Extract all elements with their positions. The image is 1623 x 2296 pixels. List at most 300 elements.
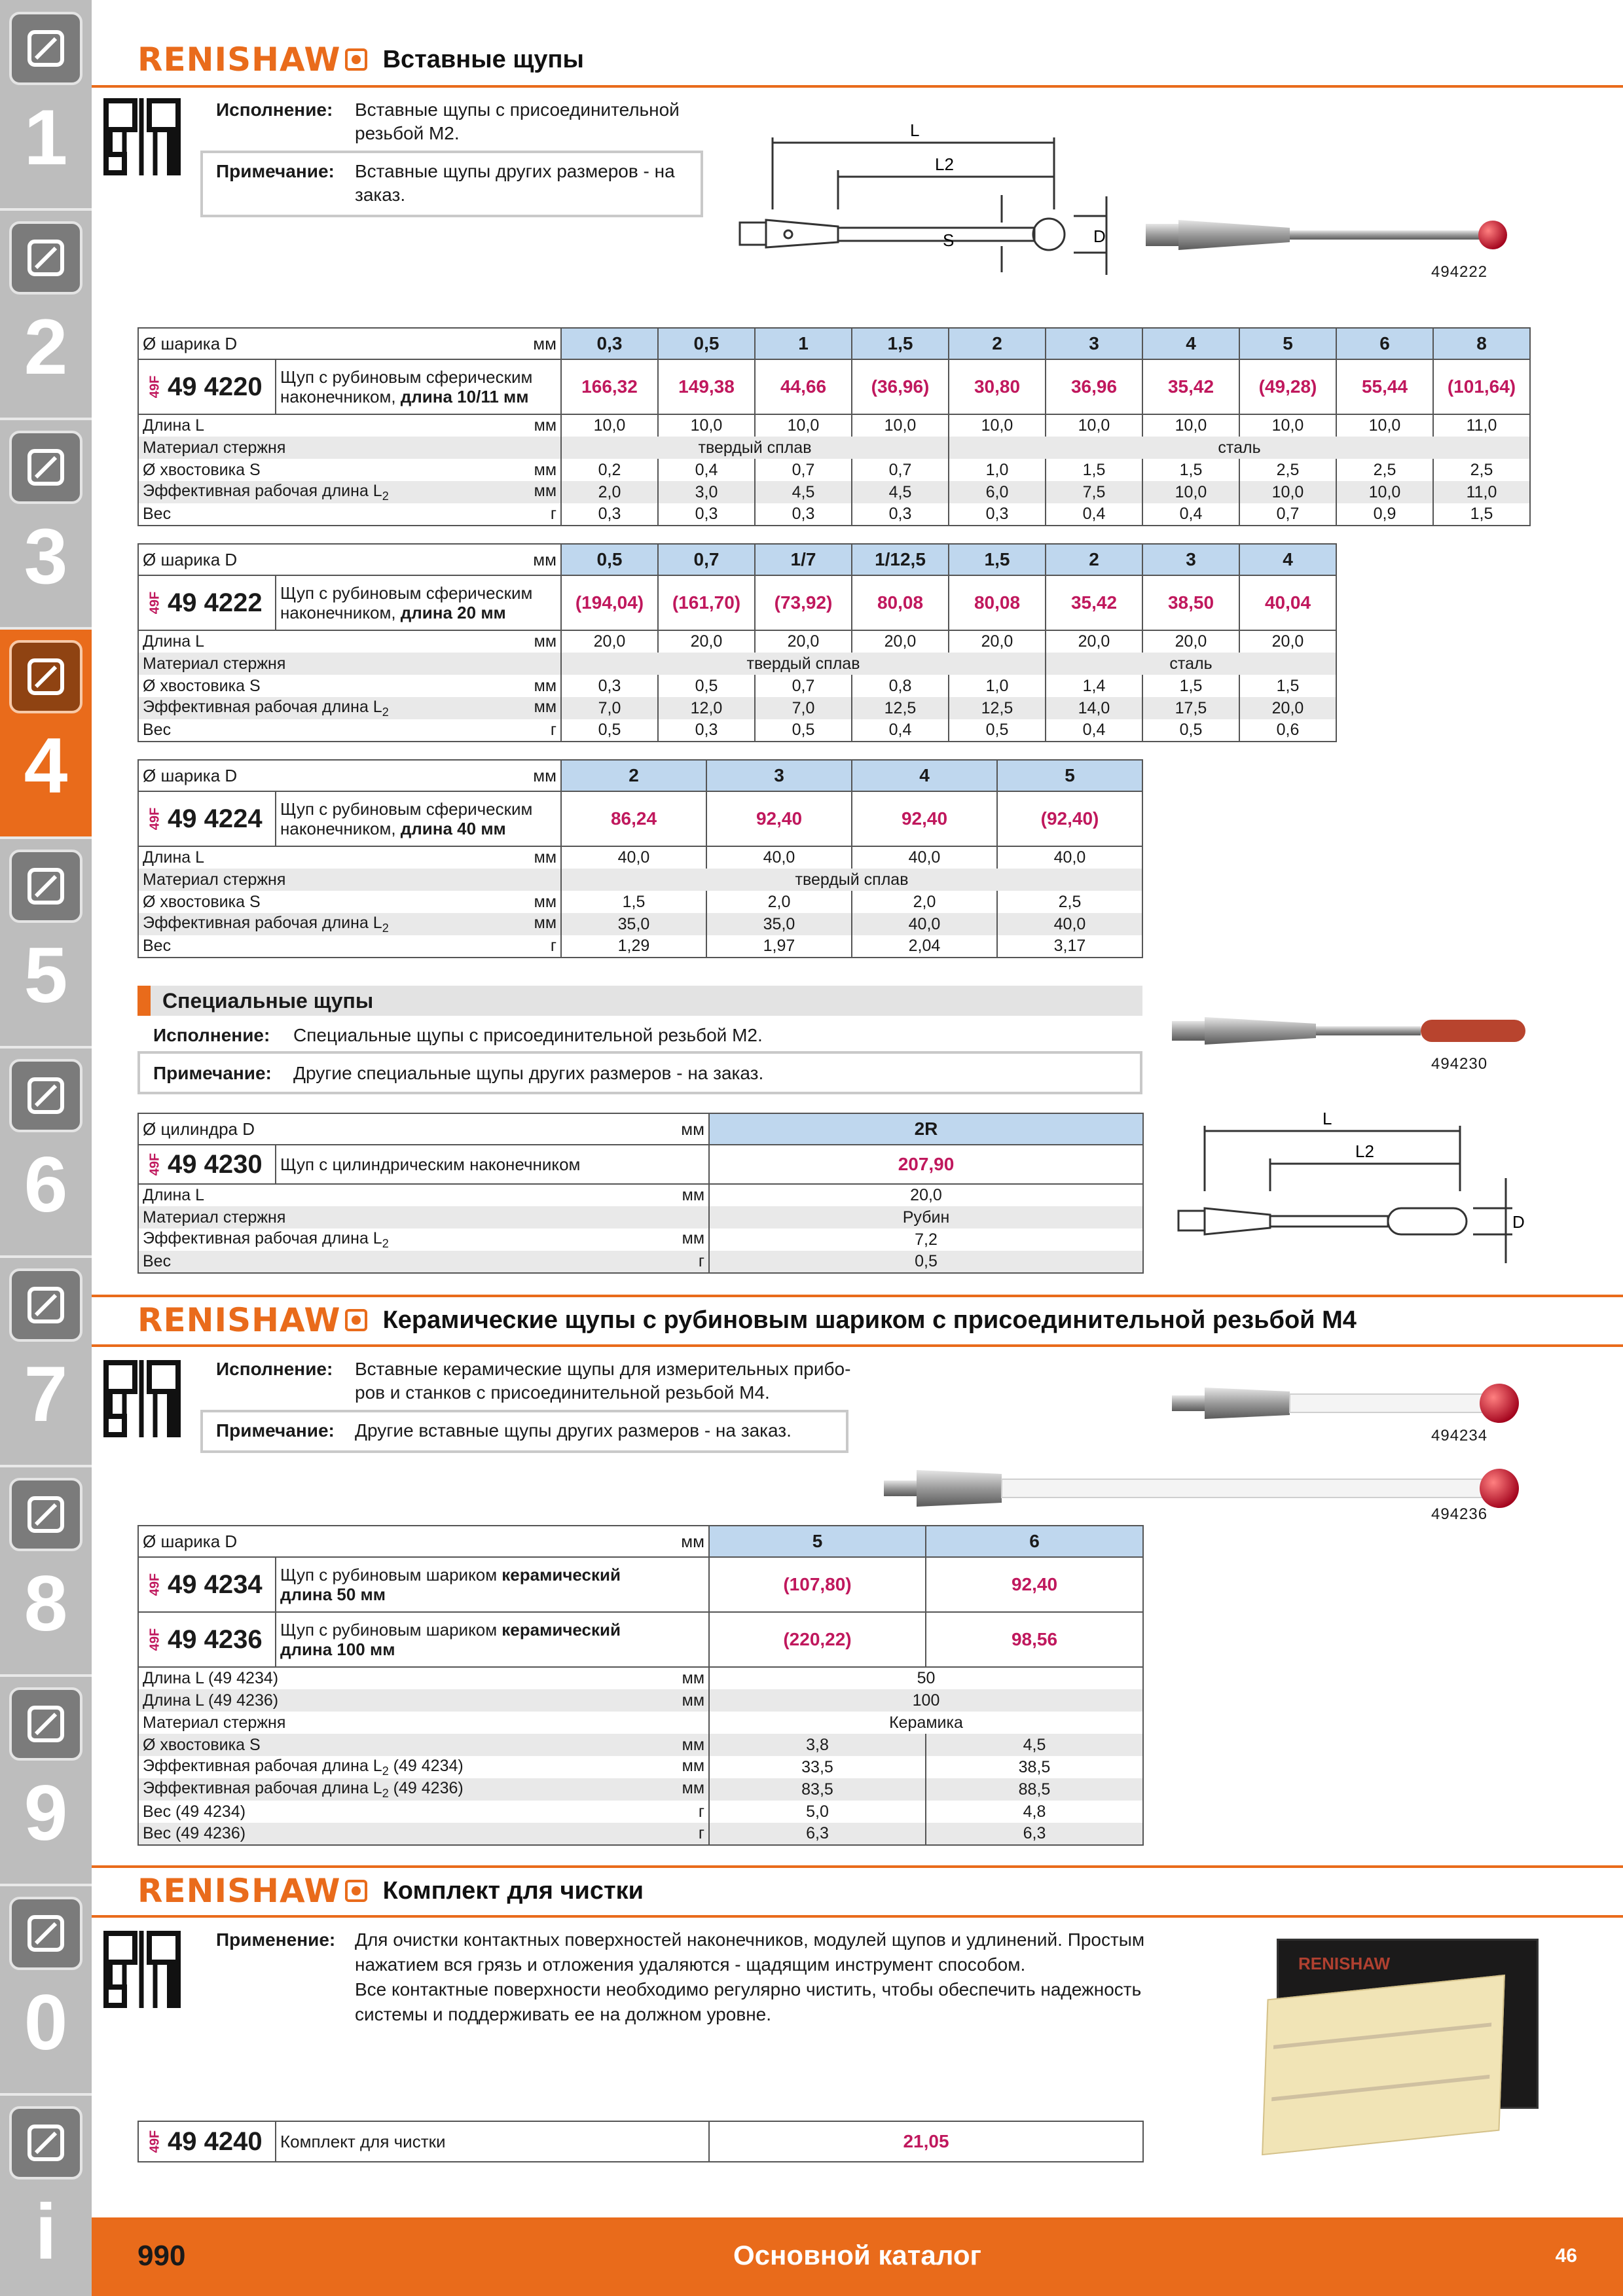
spec-row bbox=[138, 935, 1142, 958]
note-box bbox=[137, 1051, 1142, 1094]
chapter-tab-4[interactable] bbox=[0, 628, 92, 838]
chapter-number: 6 bbox=[24, 1141, 68, 1229]
qr-code-icon[interactable] bbox=[103, 98, 181, 175]
unit-label: мм bbox=[682, 1756, 704, 1775]
row-label-text: Ø хвостовика S bbox=[143, 460, 261, 479]
row-label-text: Ø шарика D bbox=[143, 765, 238, 785]
row-label-text: Вес bbox=[143, 721, 172, 739]
unit-label: мм bbox=[533, 549, 556, 569]
spec-value: 0,3 bbox=[658, 719, 755, 742]
spec-value: 1,5 bbox=[1046, 459, 1142, 481]
unit-label: мм bbox=[534, 848, 556, 867]
note-text: Другие специальные щупы других размеров - на заказ. bbox=[293, 1063, 764, 1083]
tool-holder-icon bbox=[9, 431, 82, 504]
price-cell: (220,22) bbox=[709, 1612, 926, 1667]
unit-label: мм bbox=[682, 1669, 704, 1687]
spec-row bbox=[138, 846, 1142, 869]
price-cell: 92,40 bbox=[706, 791, 852, 846]
order-prefix: 49F bbox=[147, 591, 162, 615]
unit-label: мм bbox=[534, 632, 556, 651]
spec-value: 4,5 bbox=[755, 481, 852, 503]
row-label bbox=[138, 1778, 709, 1801]
renishaw-logo-mark-icon bbox=[345, 48, 367, 71]
unit-label: мм bbox=[534, 481, 556, 500]
spec-value: 3,17 bbox=[997, 935, 1142, 958]
image-code: 494234 bbox=[1431, 1427, 1488, 1444]
row-label-text: Ø хвостовика S bbox=[143, 676, 261, 695]
price-cell: (101,64) bbox=[1433, 359, 1530, 414]
exec-text: Вставные керамические щупы для измерительных прибо- bbox=[355, 1359, 851, 1379]
spec-value: 83,5 bbox=[709, 1778, 926, 1801]
rail-separator bbox=[0, 836, 92, 839]
spec-row bbox=[138, 913, 1142, 935]
spec-value: 10,0 bbox=[1142, 414, 1239, 437]
chapter-number: 2 bbox=[24, 303, 68, 391]
product-description: Щуп с рубиновым сферическим наконечником, длина 40 мм bbox=[276, 791, 561, 846]
spec-row bbox=[138, 1734, 1143, 1756]
chapter-tab-9[interactable] bbox=[0, 1676, 92, 1885]
chapter-tab-2[interactable] bbox=[0, 209, 92, 419]
spec-value: 0,5 bbox=[1142, 719, 1239, 742]
row-label bbox=[138, 544, 561, 575]
spec-row bbox=[138, 891, 1142, 913]
row-label-text: Материал стержня bbox=[143, 1208, 286, 1227]
exec-label: Исполнение: bbox=[153, 1025, 270, 1045]
column-header: 4 bbox=[852, 760, 997, 791]
spec-value: твердый сплав bbox=[561, 437, 949, 459]
use-text: Для очистки контактных поверхностей наконечников, модулей щупов и удлинений. Простым bbox=[355, 1929, 1145, 1950]
unit-label: мм bbox=[682, 1735, 704, 1754]
column-header: 4 bbox=[1142, 328, 1239, 359]
spec-value: 0,7 bbox=[1239, 503, 1336, 526]
section-divider bbox=[92, 85, 1623, 88]
row-label-text: Длина L bbox=[143, 416, 205, 435]
spec-value: 7,0 bbox=[561, 697, 658, 719]
section-title: Комплект для чистки bbox=[382, 1876, 644, 1905]
order-code: 49 4234 bbox=[168, 1570, 263, 1599]
qr-code-icon[interactable] bbox=[103, 1360, 181, 1437]
spec-value: 0,7 bbox=[755, 459, 852, 481]
column-header: 4 bbox=[1239, 544, 1336, 575]
price-cell: 35,42 bbox=[1142, 359, 1239, 414]
price-row bbox=[138, 359, 1530, 414]
row-label bbox=[138, 1667, 709, 1689]
spec-value: 0,8 bbox=[852, 675, 949, 697]
spec-value: 20,0 bbox=[658, 630, 755, 653]
spec-value: 0,5 bbox=[561, 719, 658, 742]
spec-value: 40,0 bbox=[997, 913, 1142, 935]
rail-separator bbox=[0, 1465, 92, 1467]
spec-value: 40,0 bbox=[852, 846, 997, 869]
spec-value: 20,0 bbox=[1239, 630, 1336, 653]
row-label-text: Эффективная рабочая длина $L_2$ bbox=[143, 697, 389, 719]
spec-value: 40,0 bbox=[561, 846, 706, 869]
chapter-tab-1[interactable] bbox=[0, 0, 92, 209]
price-cell: 44,66 bbox=[755, 359, 852, 414]
spec-value: 35,0 bbox=[561, 913, 706, 935]
spec-value: 12,5 bbox=[852, 697, 949, 719]
spec-row bbox=[138, 653, 1336, 675]
spec-value: 50 bbox=[709, 1667, 1143, 1689]
chapter-tab-7[interactable] bbox=[0, 1257, 92, 1466]
order-code: 49 4230 bbox=[168, 1149, 263, 1179]
info-icon bbox=[9, 2106, 82, 2179]
row-label bbox=[138, 459, 561, 481]
chapter-rail bbox=[0, 0, 92, 2296]
note-text: Другие вставные щупы других размеров - на заказ. bbox=[355, 1420, 792, 1441]
stylus-photo-494222 bbox=[1146, 209, 1552, 281]
row-label bbox=[138, 719, 561, 742]
column-header: 5 bbox=[1239, 328, 1336, 359]
column-header: 1 bbox=[755, 328, 852, 359]
spec-value: сталь bbox=[949, 437, 1530, 459]
spec-value: 20,0 bbox=[852, 630, 949, 653]
spec-row bbox=[138, 1756, 1143, 1778]
stylus-dimension-drawing bbox=[727, 118, 1133, 281]
use-label: Применение: bbox=[216, 1929, 336, 1950]
use-text: системы и поддерживать ее на должном уровне. bbox=[355, 2004, 772, 2024]
image-code: 494236 bbox=[1431, 1505, 1488, 1523]
price-cell: 35,42 bbox=[1046, 575, 1142, 630]
column-header: 8 bbox=[1433, 328, 1530, 359]
renishaw-logo: RENISHAW bbox=[137, 1872, 367, 1910]
price-row bbox=[138, 2121, 1143, 2162]
chapter-tab-5[interactable] bbox=[0, 838, 92, 1047]
spec-value: 10,0 bbox=[755, 414, 852, 437]
row-label bbox=[138, 1689, 709, 1712]
spec-value: 0,3 bbox=[561, 503, 658, 526]
section-divider bbox=[92, 1344, 1623, 1347]
dim-label-d: D bbox=[1093, 226, 1106, 246]
column-header: 2 bbox=[1046, 544, 1142, 575]
row-label-text: Вес bbox=[143, 1252, 172, 1270]
page-footer bbox=[92, 2217, 1623, 2296]
row-label bbox=[138, 437, 561, 459]
unit-label: мм bbox=[534, 460, 556, 479]
unit-label: мм bbox=[682, 1691, 704, 1710]
unit-label: мм bbox=[681, 1531, 704, 1551]
table-header-row bbox=[138, 760, 1142, 791]
order-number bbox=[138, 1145, 276, 1184]
price-cell: (194,04) bbox=[561, 575, 658, 630]
spec-value: 4,5 bbox=[852, 481, 949, 503]
spec-row bbox=[138, 459, 1530, 481]
row-label-text: Вес bbox=[143, 505, 172, 523]
cylinder-stylus-drawing bbox=[1172, 1106, 1539, 1276]
spec-value: 1,4 bbox=[1046, 675, 1142, 697]
row-label-text: Материал стержня bbox=[143, 438, 286, 457]
price-row bbox=[138, 1612, 1143, 1667]
chapter-number: 4 bbox=[24, 722, 68, 810]
qr-code-icon[interactable] bbox=[103, 1931, 181, 2008]
kit-brand-label: RENISHAW bbox=[1298, 1954, 1391, 1973]
spec-value: 38,5 bbox=[926, 1756, 1143, 1778]
row-label-text: Материал стержня bbox=[143, 1713, 286, 1732]
spec-value: 0,7 bbox=[755, 675, 852, 697]
spec-value: 11,0 bbox=[1433, 481, 1530, 503]
section-header-ceramic bbox=[137, 1297, 1357, 1343]
exec-label: Исполнение: bbox=[216, 1359, 333, 1379]
rail-separator bbox=[0, 1674, 92, 1677]
spec-row bbox=[138, 1184, 1143, 1206]
spec-value: 0,4 bbox=[1142, 503, 1239, 526]
column-header: 2 bbox=[949, 328, 1046, 359]
chapter-tab-i[interactable] bbox=[0, 2094, 92, 2296]
price-cell: 149,38 bbox=[658, 359, 755, 414]
spec-value: 40,0 bbox=[852, 913, 997, 935]
wrench-icon bbox=[9, 1059, 82, 1132]
exec-text: резьбой М2. bbox=[355, 123, 460, 143]
row-label-text: Материал стержня bbox=[143, 870, 286, 889]
note-text: заказ. bbox=[355, 185, 406, 205]
table-header-row bbox=[138, 1113, 1143, 1145]
chapter-tab-6[interactable] bbox=[0, 1047, 92, 1257]
spec-value: 10,0 bbox=[1336, 414, 1433, 437]
order-number bbox=[138, 2121, 276, 2162]
rail-separator bbox=[0, 1884, 92, 1886]
price-cell: 55,44 bbox=[1336, 359, 1433, 414]
spec-value: 2,0 bbox=[706, 891, 852, 913]
row-label-text: Ø шарика D bbox=[143, 1531, 238, 1551]
spec-value: 20,0 bbox=[949, 630, 1046, 653]
price-cell: (161,70) bbox=[658, 575, 755, 630]
spec-value: 11,0 bbox=[1433, 414, 1530, 437]
row-label-text: Ø хвостовика S bbox=[143, 1735, 261, 1754]
row-label-text: Длина L bbox=[143, 632, 205, 651]
order-prefix: 49F bbox=[147, 1153, 162, 1176]
chapter-tab-0[interactable] bbox=[0, 1885, 92, 2094]
spec-row bbox=[138, 1801, 1143, 1823]
spec-value: 0,4 bbox=[1046, 503, 1142, 526]
row-label-text: Ø шарика D bbox=[143, 333, 238, 353]
renishaw-logo-mark-icon bbox=[345, 1309, 367, 1331]
spec-value: 1,97 bbox=[706, 935, 852, 958]
spec-value: 10,0 bbox=[1239, 481, 1336, 503]
spec-value: 20,0 bbox=[1239, 697, 1336, 719]
spec-value: 17,5 bbox=[1142, 697, 1239, 719]
chapter-number: 5 bbox=[24, 931, 68, 1019]
sub-page-number: 46 bbox=[1555, 2245, 1577, 2267]
rail-separator bbox=[0, 208, 92, 211]
spec-value: 40,0 bbox=[706, 846, 852, 869]
section-header-inserts bbox=[137, 37, 584, 82]
spec-value: 0,5 bbox=[755, 719, 852, 742]
row-label bbox=[138, 503, 561, 526]
price-cell: 30,80 bbox=[949, 359, 1046, 414]
spec-row bbox=[138, 1251, 1143, 1273]
price-cell: 98,56 bbox=[926, 1612, 1143, 1667]
dim-label-s: S bbox=[943, 230, 955, 250]
spec-value: Керамика bbox=[709, 1712, 1143, 1734]
spec-value: 6,3 bbox=[709, 1823, 926, 1845]
order-number bbox=[138, 1557, 276, 1612]
order-prefix: 49F bbox=[147, 1573, 162, 1596]
spec-value: 10,0 bbox=[1239, 414, 1336, 437]
row-label bbox=[138, 675, 561, 697]
price-cell: (107,80) bbox=[709, 1557, 926, 1612]
dim-label-l2: L2 bbox=[1355, 1141, 1374, 1161]
spec-value: 10,0 bbox=[1336, 481, 1433, 503]
spec-value: 88,5 bbox=[926, 1778, 1143, 1801]
unit-label: мм bbox=[534, 913, 556, 932]
chapter-number: 8 bbox=[24, 1560, 68, 1647]
row-label-text: Эффективная рабочая длина $L_2$ bbox=[143, 1229, 389, 1250]
table-header-row bbox=[138, 544, 1336, 575]
row-label-text: Вес (49 4234) bbox=[143, 1802, 246, 1821]
spec-value: 35,0 bbox=[706, 913, 852, 935]
spec-value: 0,3 bbox=[658, 503, 755, 526]
image-code: 494222 bbox=[1431, 263, 1488, 281]
row-label bbox=[138, 1113, 709, 1145]
row-label-text: Длина L bbox=[143, 848, 205, 867]
column-header: 0,5 bbox=[561, 544, 658, 575]
section-header-cleaning bbox=[137, 1868, 644, 1914]
spec-row bbox=[138, 1823, 1143, 1845]
unit-label: мм bbox=[533, 765, 556, 785]
product-description: Щуп с рубиновым шариком керамический длина 100 мм bbox=[276, 1612, 709, 1667]
row-label bbox=[138, 913, 561, 935]
spec-value: 12,0 bbox=[658, 697, 755, 719]
price-cell: 92,40 bbox=[926, 1557, 1143, 1612]
row-label-text: Ø шарика D bbox=[143, 549, 238, 569]
spec-value: твердый сплав bbox=[561, 653, 1046, 675]
price-cell: 207,90 bbox=[709, 1145, 1143, 1184]
row-label-text: Ø цилиндра D bbox=[143, 1119, 255, 1139]
price-cell: 40,04 bbox=[1239, 575, 1336, 630]
unit-label: мм bbox=[682, 1229, 705, 1247]
order-code: 49 4222 bbox=[168, 588, 263, 617]
note-text: Вставные щупы других размеров - на bbox=[355, 161, 675, 181]
price-row bbox=[138, 1557, 1143, 1612]
row-label bbox=[138, 891, 561, 913]
order-code: 49 4240 bbox=[168, 2126, 263, 2156]
unit-label: мм bbox=[533, 333, 556, 353]
drill-icon bbox=[9, 12, 82, 85]
spec-value: 7,5 bbox=[1046, 481, 1142, 503]
column-header: 3 bbox=[1142, 544, 1239, 575]
price-cell: 80,08 bbox=[852, 575, 949, 630]
order-prefix: 49F bbox=[147, 807, 162, 831]
row-label bbox=[138, 1251, 709, 1273]
chapter-number: 1 bbox=[24, 94, 68, 181]
spec-value: 0,7 bbox=[852, 459, 949, 481]
toolbox-icon bbox=[9, 1478, 82, 1551]
exec-label: Исполнение: bbox=[216, 99, 333, 120]
product-description: Щуп с рубиновым шариком керамический длина 50 мм bbox=[276, 1557, 709, 1612]
spec-value: 100 bbox=[709, 1689, 1143, 1712]
product-description: Щуп с рубиновым сферическим наконечником, длина 20 мм bbox=[276, 575, 561, 630]
spec-value: 10,0 bbox=[1142, 481, 1239, 503]
spec-value: 1,5 bbox=[1433, 503, 1530, 526]
image-code: 494230 bbox=[1431, 1055, 1488, 1073]
column-header: 1/12,5 bbox=[852, 544, 949, 575]
spec-row bbox=[138, 630, 1336, 653]
column-header: 1/7 bbox=[755, 544, 852, 575]
spec-value: 7,0 bbox=[755, 697, 852, 719]
product-description: Щуп с рубиновым сферическим наконечником, длина 10/11 мм bbox=[276, 359, 561, 414]
use-text: нажатием вся грязь и отложения удаляются - щадящим инструмент способом. bbox=[355, 1954, 1026, 1975]
row-label-text: Ø хвостовика S bbox=[143, 892, 261, 911]
column-header: 1,5 bbox=[852, 328, 949, 359]
spec-value: 2,0 bbox=[852, 891, 997, 913]
cleaning-kit-photo bbox=[1277, 1939, 1539, 2109]
spec-value: 14,0 bbox=[1046, 697, 1142, 719]
caliper-icon bbox=[9, 640, 82, 713]
dim-label-d: D bbox=[1512, 1212, 1525, 1232]
column-header: 5 bbox=[997, 760, 1142, 791]
price-cell: (73,92) bbox=[755, 575, 852, 630]
spec-row bbox=[138, 1229, 1143, 1251]
table-header-row bbox=[138, 328, 1530, 359]
spec-row bbox=[138, 1778, 1143, 1801]
row-label bbox=[138, 1526, 709, 1557]
row-label bbox=[138, 1229, 709, 1251]
row-label bbox=[138, 1184, 709, 1206]
section-title: Керамические щупы с рубиновым шариком с присоединительной резьбой М4 bbox=[382, 1306, 1357, 1334]
spec-table-494220 bbox=[137, 327, 1531, 526]
column-header: 0,3 bbox=[561, 328, 658, 359]
unit-label: мм bbox=[681, 1119, 705, 1139]
note-box bbox=[200, 151, 703, 217]
order-prefix: 49F bbox=[147, 2130, 162, 2153]
spec-value: 10,0 bbox=[1046, 414, 1142, 437]
price-cell: (49,28) bbox=[1239, 359, 1336, 414]
spec-row bbox=[138, 1667, 1143, 1689]
spec-value: 2,0 bbox=[561, 481, 658, 503]
row-label-text: Эффективная рабочая длина $L_2$ (49 4234) bbox=[143, 1756, 464, 1778]
spec-value: Рубин bbox=[709, 1206, 1143, 1229]
order-code: 49 4220 bbox=[168, 372, 263, 401]
spec-value: 1,29 bbox=[561, 935, 706, 958]
row-label bbox=[138, 1206, 709, 1229]
row-label-text: Эффективная рабочая длина $L_2$ bbox=[143, 913, 389, 935]
column-header: 1,5 bbox=[949, 544, 1046, 575]
price-cell: 166,32 bbox=[561, 359, 658, 414]
row-label bbox=[138, 1712, 709, 1734]
note-label: Примечание: bbox=[153, 1063, 272, 1083]
rail-separator bbox=[0, 627, 92, 630]
chapter-tab-3[interactable] bbox=[0, 419, 92, 628]
rail-separator bbox=[0, 1255, 92, 1258]
chapter-tab-8[interactable] bbox=[0, 1466, 92, 1676]
spec-value: 0,5 bbox=[658, 675, 755, 697]
row-label bbox=[138, 697, 561, 719]
row-label-text: Эффективная рабочая длина $L_2$ bbox=[143, 481, 389, 503]
spec-row bbox=[138, 1689, 1143, 1712]
price-cell: (92,40) bbox=[997, 791, 1142, 846]
spec-value: 2,5 bbox=[997, 891, 1142, 913]
cabinet-icon bbox=[9, 1687, 82, 1761]
spec-value: 0,2 bbox=[561, 459, 658, 481]
table-header-row bbox=[138, 1526, 1143, 1557]
spec-value: 2,5 bbox=[1336, 459, 1433, 481]
row-label-text: Длина L (49 4234) bbox=[143, 1669, 279, 1687]
column-header: 0,7 bbox=[658, 544, 755, 575]
chapter-number: 9 bbox=[24, 1769, 68, 1857]
spec-value: 33,5 bbox=[709, 1756, 926, 1778]
note-label: Примечание: bbox=[216, 161, 335, 181]
pliers-icon bbox=[9, 1268, 82, 1342]
unit-label: г bbox=[550, 505, 556, 523]
special-subheader: Специальные щупы bbox=[137, 986, 1142, 1016]
price-cell: 92,40 bbox=[852, 791, 997, 846]
order-number bbox=[138, 359, 276, 414]
spec-value: 0,3 bbox=[561, 675, 658, 697]
unit-label: г bbox=[550, 721, 556, 739]
spec-value: 1,0 bbox=[949, 675, 1046, 697]
dim-label-l: L bbox=[910, 120, 920, 140]
spec-value: 20,0 bbox=[755, 630, 852, 653]
